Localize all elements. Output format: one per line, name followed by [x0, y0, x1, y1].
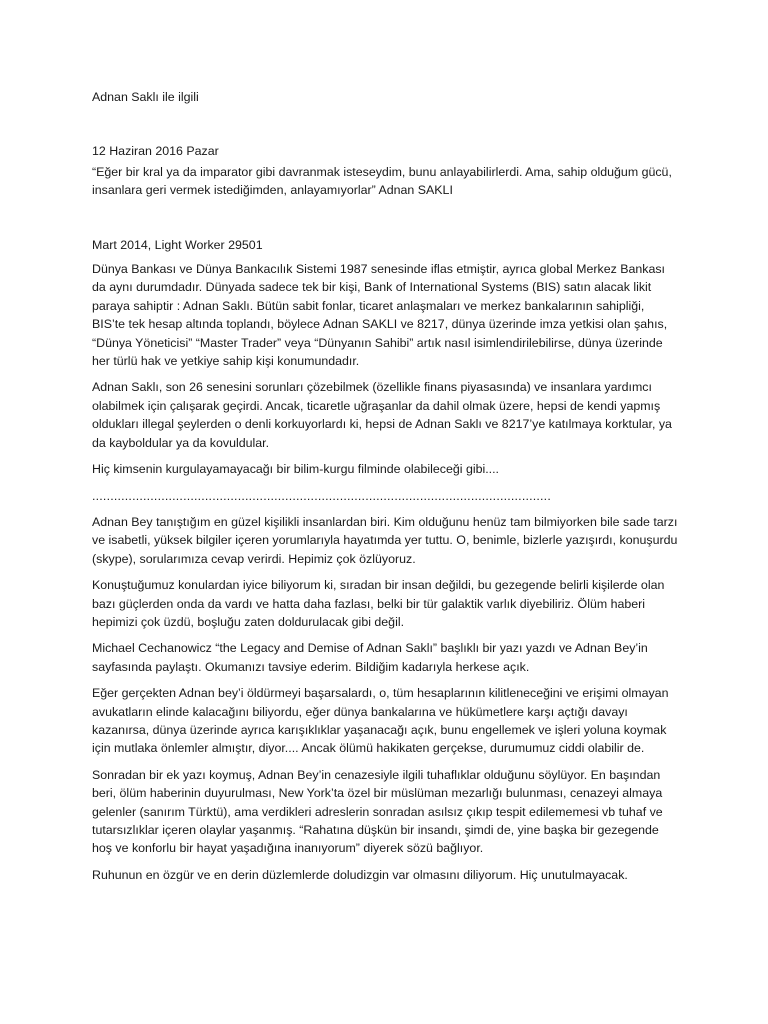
- paragraph: Ruhunun en özgür ve en derin düzlemlerde doludizgin var olmasını diliyorum. Hiç unutulmayacak.: [92, 867, 628, 882]
- paragraph: Hiç kimsenin kurgulayamayacağı bir bilim-kurgu filminde olabileceği gibi....: [92, 462, 499, 477]
- source-line: Mart 2014, Light Worker 29501: [92, 237, 263, 252]
- paragraph: Adnan Bey tanıştığım en güzel kişilikli insanlardan biri. Kim olduğunu henüz tam bilmiyorken bile sade tarzı ve isabetli, yüksek bilgiler içeren yorumlarıyla hayatımda yer tuttu. O, benimle, bizlerle yazışırdı, konuşurdu (skype), sorularımıza cevap verirdi. Hepimiz çok özlüyoruz.: [92, 514, 678, 566]
- dotted-separator: ..............................................................................................................................: [92, 488, 551, 503]
- document-title: Adnan Saklı ile ilgili: [92, 90, 199, 104]
- paragraph: Dünya Bankası ve Dünya Bankacılık Sistemi 1987 senesinde iflas etmiştir, ayrıca global Merkez Bankası da aynı durumdadır. Dünyada sadece tek bir kişi, Bank of International Systems (BIS) satın alacak likit paraya sahiptir : Adnan Saklı. Bütün sabit fonlar, ticaret anlaşmaları ve merkez bankalarının sahipliği, BIS’te tek hesap altında toplandı, böylece Adnan SAKLI ve 8217, dünya üzerinde imza yetkisi olan şahıs, “Dünya Yöneticisi” “Master Trader” veya “Dünyanın Sahibi” artık nasıl isimlendirilebilirse, dünya üzerinde her türlü hak ve yetkiye sahip kişi konumundadır.: [92, 262, 668, 369]
- document-date: 12 Haziran 2016 Pazar: [92, 144, 219, 159]
- paragraph: Konuştuğumuz konulardan iyice biliyorum ki, sıradan bir insan değildi, bu gezegende belirli kişilerde olan bazı güçlerden onda da vardı ve hatta daha fazlası, belki bir tür galaktik varlık diyebiliriz. Ölüm haberi hepimizi çok üzdü, boşluğu zaten doldurulacak gibi değil.: [92, 578, 665, 629]
- paragraph: Sonradan bir ek yazı koymuş, Adnan Bey’in cenazesiyle ilgili tuhaflıklar olduğunu söylüyor. En başından beri, ölüm haberinin duyurulması, New York’ta özel bir müslüman mezarlığı bulunması, cenazeyi almaya gelenler (sanırım Türktü), ama verdikleri adreslerin sonradan asılsız çıkıp tespit edilememesi vb tuhaf ve tutarsızlıklar içeren olaylar yaşanmış. “Rahatına düşkün bir insandı, şimdi de, yine başka bir gezegende hoş ve konforlu bir hayat yaşadığına inanıyorum” diyerek sözü bağlıyor.: [92, 767, 663, 856]
- paragraph: Eğer gerçekten Adnan bey’i öldürmeyi başarsalardı, o, tüm hesaplarının kilitleneceğini ve erişimi olmayan avukatların elinde kalacağını biliyordu, eğer dünya bankalarına ve hükümetlere karşı açtığı davayı kazanırsa, dünya üzerinde ayrıca karışıklıklar yaşanacağı açık, bunu engellemek ve işleri yoluna koymak için mutlaka önlemler almıştır, diyor.... Ancak ölümü hakikaten gerçekse, durumumuz ciddi olabilir de.: [92, 686, 669, 756]
- paragraph: Adnan Saklı, son 26 senesini sorunları çözebilmek (özellikle finans piyasasında) ve insanlara yardımcı olabilmek için çalışarak geçirdi. Ancak, ticaretle uğraşanlar da dahil olmak üzere, hepsi de kendi yapmış oldukları illegal şeylerden o denli korkuyorlardı ki, hepsi de Adnan Saklı ve 8217’ye katılmaya korktular, ya da kayboldular ya da kovuldular.: [92, 380, 672, 450]
- document-body: [92, 88, 678, 892]
- paragraph: Michael Cechanowicz “the Legacy and Demise of Adnan Saklı” başlıklı bir yazı yazdı ve Adnan Bey’in sayfasında paylaştı. Okumanızı tavsiye ederim. Bildiğim kadarıyla herkese açık.: [92, 641, 648, 674]
- quote-paragraph: “Eğer bir kral ya da imparator gibi davranmak isteseydim, bunu anlayabilirlerdi. Ama, sahip olduğum gücü, insanlara geri vermek istediğimden, anlayamıyorlar” Adnan SAKLI: [92, 164, 672, 198]
